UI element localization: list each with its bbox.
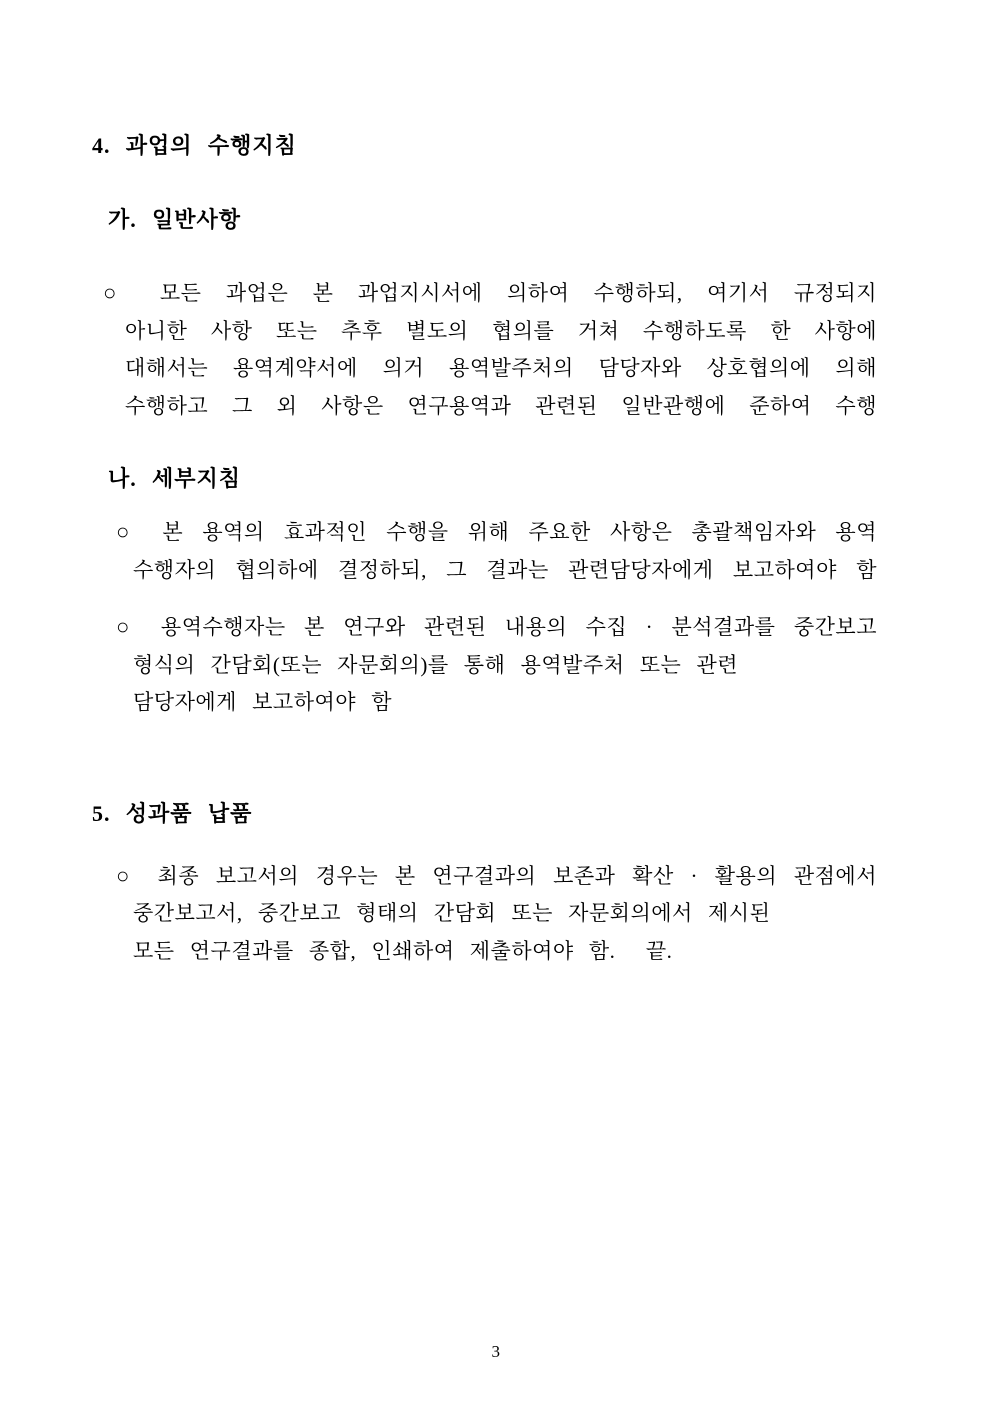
bullet-item-detail-2: [92, 608, 877, 722]
bullet-line: [92, 857, 877, 896]
bullet-item-detail-1: [92, 513, 877, 589]
bullet-line-text: 담당자에게 보고하여야 함: [133, 690, 393, 714]
bullet-line-text: 중간보고서, 중간보고 형태의 간담회 또는 자문회의에서 제시된: [133, 901, 771, 925]
page-number: 3: [491, 1342, 501, 1361]
bullet-item-deliverable: [92, 857, 877, 971]
bullet-marker-icon: ○: [116, 519, 144, 544]
subsection-ga-heading: 가. 일반사항: [108, 207, 242, 232]
bullet-marker-icon: ○: [116, 614, 143, 639]
bullet-line-text: 수행하고 그 외 사항은 연구용역과 관련된 일반관행에 준하여 수행: [125, 393, 877, 418]
bullet-line: [92, 274, 877, 313]
bullet-line-text: 최종 보고서의 경우는 본 연구결과의 보존과 확산 · 활용의 관점에서: [157, 863, 877, 888]
bullet-line-text: 모든 과업은 본 과업지시서에 의하여 수행하되, 여기서 규정되지: [159, 281, 878, 305]
bullet-line-text: 모든 연구결과를 종합, 인쇄하여 제출하여야 함. 끝.: [133, 938, 673, 963]
subsection-na-heading: 나. 세부지침: [108, 466, 242, 491]
bullet-line-text: 형식의 간담회(또는 자문회의)를 통해 용역발주처 또는 관련: [133, 652, 739, 677]
bullet-line: [92, 513, 877, 552]
bullet-line-text: 아니한 사항 또는 추후 별도의 협의를 거쳐 수행하도록 한 사항에: [125, 318, 877, 343]
bullet-line-text: 본 용역의 효과적인 수행을 위해 주요한 사항은 총괄책임자와 용역: [162, 520, 877, 544]
bullet-line-text: 용역수행자는 본 연구와 관련된 내용의 수집 · 분석결과를 중간보고: [160, 615, 878, 639]
section-5-heading: 5. 성과품 납품: [92, 800, 253, 826]
bullet-line-text: 대해서는 용역계약서에 의거 용역발주처의 담당자와 상호협의에 의해: [125, 356, 877, 380]
bullet-marker-icon: ○: [103, 280, 136, 305]
section-4-heading: 4. 과업의 수행지침: [92, 133, 297, 158]
bullet-marker-icon: ○: [116, 862, 141, 888]
bullet-line: [92, 608, 877, 647]
bullet-item-general: [92, 274, 877, 425]
bullet-line-text: 수행자의 협의하에 결정하되, 그 결과는 관련담당자에게 보고하여야 함: [133, 557, 877, 582]
